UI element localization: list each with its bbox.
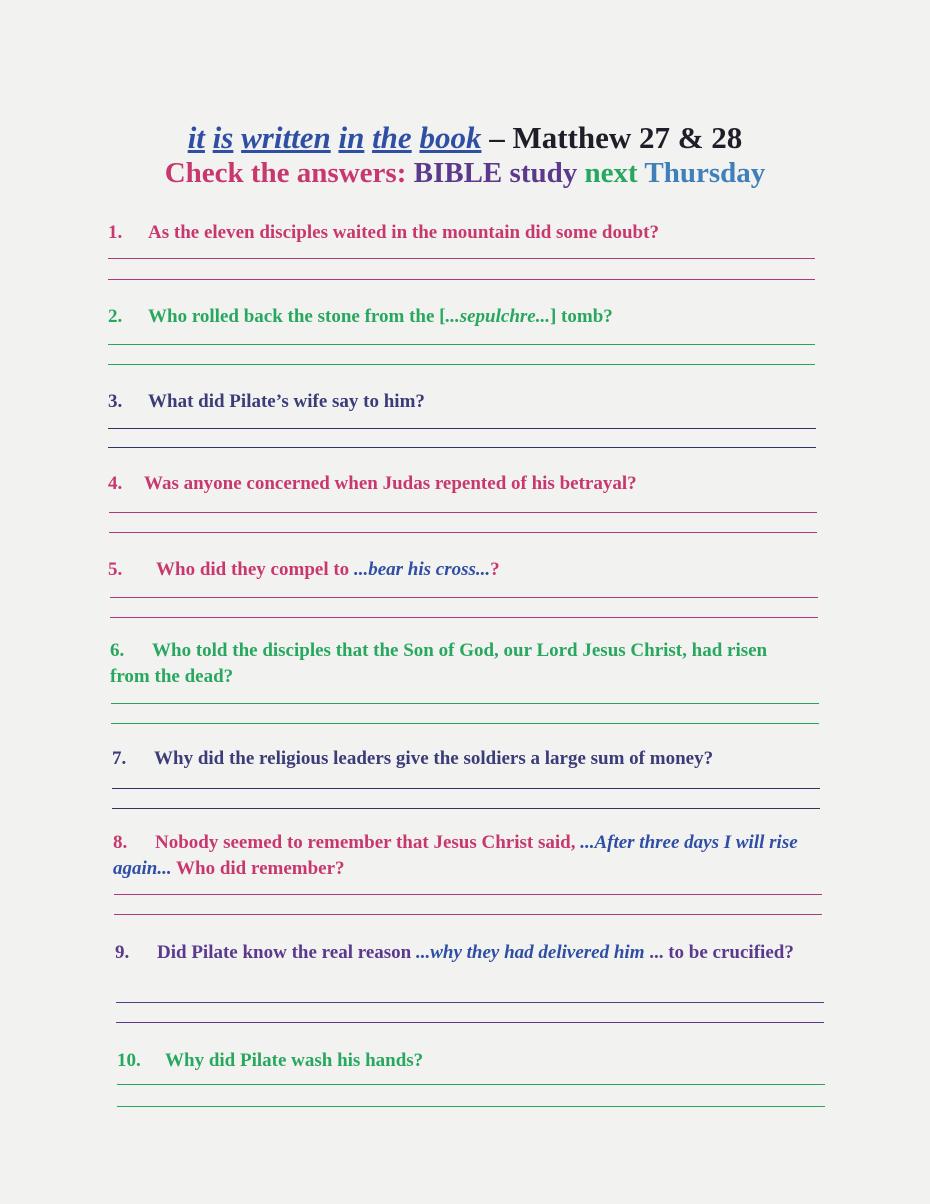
- worksheet-title: [0, 120, 930, 156]
- answer-line[interactable]: [109, 532, 817, 533]
- answer-line[interactable]: [109, 512, 817, 513]
- question-4: [108, 471, 808, 497]
- question-text-italic: ...why they had delivered him: [415, 942, 645, 963]
- answer-line[interactable]: [108, 364, 815, 365]
- title-reference: – Matthew 27 & 28: [489, 120, 743, 155]
- subtitle-check-answers: Check the answers:: [164, 157, 407, 189]
- question-text: Why did Pilate wash his hands?: [165, 1050, 424, 1071]
- answer-line[interactable]: [111, 703, 819, 704]
- title-word: it: [187, 120, 205, 155]
- question-2: [108, 304, 808, 330]
- question-9: [115, 940, 815, 966]
- answer-line[interactable]: [117, 1084, 825, 1085]
- question-text: Nobody seemed to remember that Jesus Christ said,: [155, 832, 581, 853]
- question-number: 9.: [115, 942, 130, 963]
- question-number: 5.: [108, 559, 123, 580]
- question-3: [108, 389, 808, 415]
- title-word: in: [338, 120, 365, 155]
- answer-line[interactable]: [108, 279, 815, 280]
- answer-line[interactable]: [108, 344, 815, 345]
- question-number: 2.: [108, 306, 123, 327]
- question-text: Was anyone concerned when Judas repented of his betrayal?: [144, 473, 637, 494]
- title-word: is: [212, 120, 234, 155]
- question-text-italic: ...After three days I will rise again...: [113, 832, 798, 879]
- answer-line[interactable]: [110, 597, 818, 598]
- question-1: [108, 220, 808, 246]
- answer-line[interactable]: [108, 447, 816, 448]
- question-text-italic: ...sepulchre...: [445, 306, 550, 327]
- question-number: 6.: [110, 640, 125, 661]
- question-text-italic: ...bear his cross...: [353, 559, 491, 580]
- question-10: [117, 1048, 817, 1074]
- answer-line[interactable]: [117, 1106, 825, 1107]
- answer-line[interactable]: [116, 1022, 824, 1023]
- subtitle-next: next: [584, 157, 638, 189]
- answer-line[interactable]: [108, 258, 815, 259]
- question-text: As the eleven disciples waited in the mountain did some doubt?: [148, 222, 659, 243]
- subtitle-study: study: [509, 157, 578, 189]
- question-6: [110, 638, 810, 690]
- question-text: What did Pilate’s wife say to him?: [148, 391, 425, 412]
- question-number: 10.: [117, 1050, 141, 1071]
- question-number: 1.: [108, 222, 123, 243]
- title-word: written: [241, 120, 331, 155]
- question-text: Why did the religious leaders give the soldiers a large sum of money?: [154, 748, 714, 769]
- answer-line[interactable]: [111, 723, 819, 724]
- question-number: 4.: [108, 473, 123, 494]
- subtitle-thursday: Thursday: [644, 157, 766, 189]
- question-text: ] tomb?: [549, 306, 613, 327]
- question-text: ?: [490, 559, 500, 580]
- answer-line[interactable]: [112, 788, 820, 789]
- title-word: book: [419, 120, 482, 155]
- question-text: Who did they compel to: [156, 559, 354, 580]
- answer-line[interactable]: [114, 894, 822, 895]
- question-text: Who did remember?: [171, 858, 345, 879]
- question-text: Who rolled back the stone from the [: [148, 306, 446, 327]
- title-word: the: [372, 120, 412, 155]
- answer-line[interactable]: [110, 617, 818, 618]
- answer-line[interactable]: [112, 808, 820, 809]
- worksheet-subtitle: [0, 157, 930, 190]
- answer-line[interactable]: [116, 1002, 824, 1003]
- answer-line[interactable]: [114, 914, 822, 915]
- question-number: 8.: [113, 832, 128, 853]
- question-5: [108, 557, 808, 583]
- question-text: Did Pilate know the real reason: [157, 942, 416, 963]
- question-text: Who told the disciples that the Son of God, our Lord Jesus Christ, had risen from the dead?: [110, 640, 768, 687]
- question-number: 7.: [112, 748, 127, 769]
- question-number: 3.: [108, 391, 123, 412]
- question-8: [113, 830, 823, 882]
- subtitle-bible: BIBLE: [413, 157, 503, 189]
- answer-line[interactable]: [108, 428, 816, 429]
- question-text: ... to be crucified?: [644, 942, 794, 963]
- question-7: [112, 746, 812, 772]
